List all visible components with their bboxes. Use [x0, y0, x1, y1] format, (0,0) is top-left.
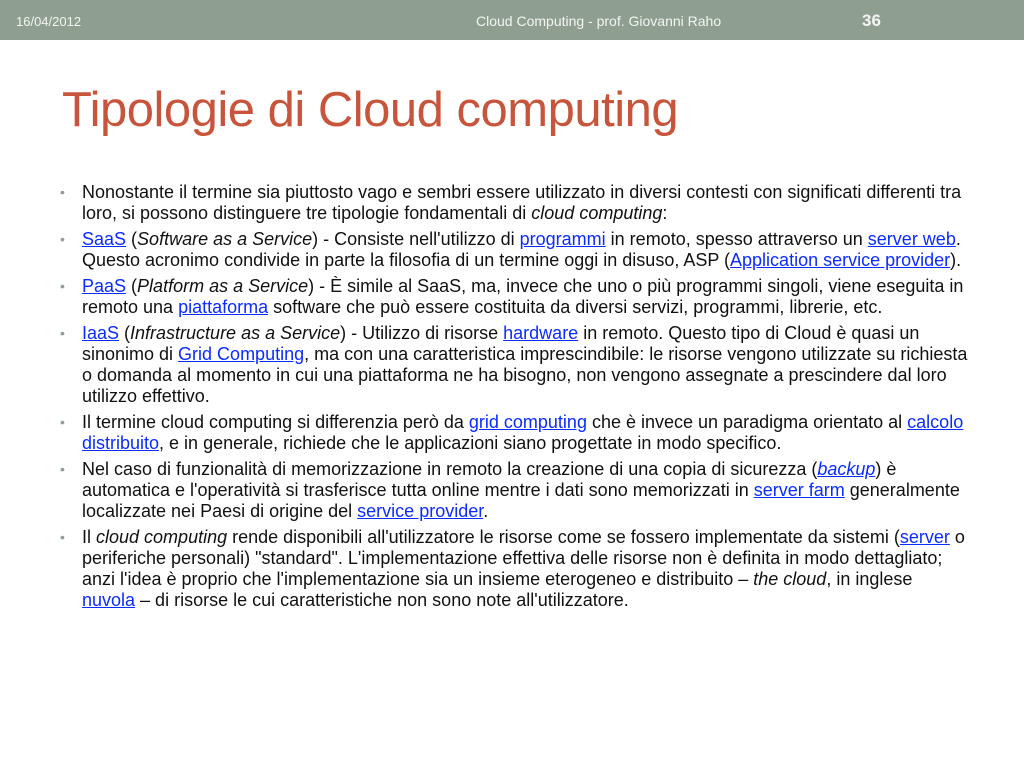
bullet-dot-icon: •	[60, 184, 65, 200]
bullet-text: ) - È simile al SaaS, ma, invece che uno o più programmi singoli, viene eseguita in remoto una	[82, 276, 964, 317]
bullet-text: Nonostante il termine sia piuttosto vago e sembri essere utilizzato in diversi contesti con significati differenti tra loro, si possono distinguere tre tipologie fondamentali di	[82, 182, 962, 223]
bullet-text: , ma con una caratteristica imprescindibile: le risorse vengono utilizzate su richiesta o domanda al momento in cui una piattaforma ne ha bisogno, non vengono assegnate a prescindere dal loro utilizzo effettivo.	[82, 344, 968, 406]
bullet-dot-icon: •	[60, 529, 65, 545]
bullet-saas	[60, 229, 970, 271]
bullet-dot-icon: •	[60, 231, 65, 247]
link-grid-computing-2[interactable]: grid computing	[468, 412, 587, 432]
bullet-grid-difference	[60, 412, 970, 454]
bullet-text: ) è automatica e l'operatività si trasferisce tutta online mentre i dati sono memorizzati in	[82, 459, 897, 500]
bullet-text: rende disponibili all'utilizzatore le risorse come se fossero implementate da sistemi (	[227, 527, 900, 547]
slide-footer-text: Cloud Computing - prof. Giovanni Raho	[476, 13, 722, 29]
link-server-farm[interactable]: server farm	[753, 480, 845, 500]
link-saas[interactable]: SaaS	[82, 229, 127, 249]
bullet-dot-icon: •	[60, 461, 65, 477]
slide-page-number: 36	[862, 11, 881, 30]
bullet-dot-icon: •	[60, 414, 65, 430]
slide-header-bar	[0, 0, 1024, 40]
bullet-dot-icon: •	[60, 278, 65, 294]
bullet-text: (	[119, 323, 131, 343]
bullet-text: :	[662, 203, 668, 223]
bullet-italic: the cloud	[753, 569, 827, 589]
bullet-text: ) - Utilizzo di risorse	[340, 323, 504, 343]
link-service-provider[interactable]: service provider	[357, 501, 484, 521]
bullet-text: in remoto. Questo tipo di Cloud è quasi un sinonimo di	[82, 323, 920, 364]
bullet-text: o periferiche personali) "standard". L'implementazione effettiva delle risorse non è definita in modo dettagliato; anzi l'idea è proprio che l'implementazione sia un insieme eterogeneo e distribuito –	[82, 527, 965, 589]
link-calcolo-distribuito[interactable]: calcolo distribuito	[82, 412, 964, 453]
link-server[interactable]: server	[899, 527, 950, 547]
bullet-dot-icon: •	[60, 325, 65, 341]
bullet-text: . Questo acronimo condivide in parte la filosofia di un termine oggi in disuso, ASP (	[82, 229, 961, 270]
link-nuvola[interactable]: nuvola	[82, 590, 136, 610]
link-programmi[interactable]: programmi	[519, 229, 606, 249]
bullet-italic: cloud computing	[531, 203, 663, 223]
bullet-text: in remoto, spesso attraverso un	[605, 229, 868, 249]
bullet-text: Il	[82, 527, 97, 547]
bullet-text: , in inglese	[826, 569, 913, 589]
bullet-list	[60, 182, 970, 616]
link-paas[interactable]: PaaS	[82, 276, 127, 296]
bullet-italic: Infrastructure as a Service	[130, 323, 341, 343]
bullet-text: generalmente localizzate nei Paesi di origine del	[82, 480, 960, 521]
link-piattaforma[interactable]: piattaforma	[178, 297, 269, 317]
bullet-italic: cloud computing	[96, 527, 228, 547]
bullet-text: che è invece un paradigma orientato al	[586, 412, 908, 432]
bullet-resources	[60, 527, 970, 611]
bullet-italic: Platform as a Service	[137, 276, 309, 296]
link-backup[interactable]: backup	[817, 459, 876, 479]
bullet-iaas	[60, 323, 970, 407]
bullet-text: (	[126, 229, 138, 249]
bullet-text: software che può essere costituita da diversi servizi, programmi, librerie, etc.	[268, 297, 883, 317]
link-application-service-provider[interactable]: Application service provider	[730, 250, 951, 270]
bullet-text: ) - Consiste nell'utilizzo di	[312, 229, 520, 249]
bullet-text: (	[126, 276, 138, 296]
bullet-text: – di risorse le cui caratteristiche non sono note all'utilizzatore.	[135, 590, 629, 610]
bullet-intro	[60, 182, 970, 224]
slide-title: Tipologie di Cloud computing	[62, 83, 679, 137]
bullet-text: Il termine cloud computing si differenzia però da	[82, 412, 469, 432]
slide-date: 16/04/2012	[16, 14, 82, 29]
bullet-text: ).	[950, 250, 962, 270]
bullet-paas	[60, 276, 970, 318]
bullet-storage	[60, 459, 970, 522]
bullet-italic: Software as a Service	[137, 229, 313, 249]
bullet-text: Nel caso di funzionalità di memorizzazione in remoto la creazione di una copia di sicurezza (	[82, 459, 818, 479]
link-grid-computing[interactable]: Grid Computing	[178, 344, 305, 364]
bullet-text: .	[483, 501, 489, 521]
link-iaas[interactable]: IaaS	[82, 323, 120, 343]
bullet-text: , e in generale, richiede che le applicazioni siano progettate in modo specifico.	[159, 433, 782, 453]
link-server-web[interactable]: server web	[867, 229, 956, 249]
link-hardware[interactable]: hardware	[503, 323, 579, 343]
